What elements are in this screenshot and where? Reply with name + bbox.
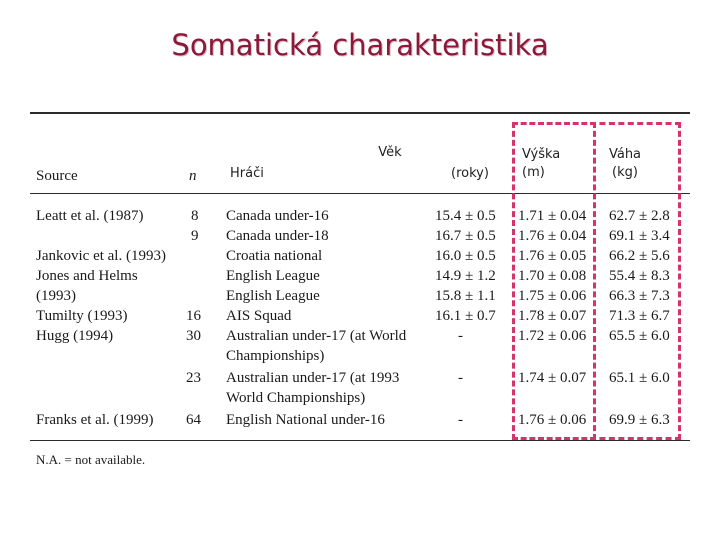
cell-n: 30 [186, 328, 201, 344]
cell-height: 1.76 ± 0.05 [518, 248, 587, 264]
cell-age: - [458, 370, 463, 386]
cell-team: Croatia national [226, 248, 323, 264]
cell-height: 1.72 ± 0.06 [518, 328, 587, 344]
cell-source: (1993) [36, 288, 76, 304]
cell-age: - [458, 412, 463, 428]
cell-team: English League [226, 268, 320, 284]
cell-age: 16.1 ± 0.7 [435, 308, 496, 324]
cell-height: 1.70 ± 0.08 [518, 268, 587, 284]
highlight-mass-column [590, 122, 681, 440]
cell-age: 15.8 ± 1.1 [435, 288, 496, 304]
cell-team: Canada under-18 [226, 228, 329, 244]
cell-mass: 62.7 ± 2.8 [609, 208, 670, 224]
cell-team: English League [226, 288, 320, 304]
cell-age: 16.0 ± 0.5 [435, 248, 496, 264]
cell-mass: 65.1 ± 6.0 [609, 370, 670, 386]
overlay-hraci: Hráči [230, 165, 286, 182]
cell-team: World Championships) [226, 390, 366, 406]
cell-height: 1.71 ± 0.04 [518, 208, 587, 224]
overlay-vaha: Váha [600, 146, 650, 163]
cell-height: 1.74 ± 0.07 [518, 370, 587, 386]
cell-n: 23 [186, 370, 201, 386]
table-footnote: N.A. = not available. [36, 452, 146, 467]
cell-mass: 71.3 ± 6.7 [609, 308, 670, 324]
overlay-roky: (roky) [440, 165, 500, 182]
cell-source: Tumilty (1993) [36, 308, 128, 324]
cell-team: Championships) [226, 348, 325, 364]
cell-team: English National under-16 [226, 412, 385, 428]
cell-age: 14.9 ± 1.2 [435, 268, 496, 284]
overlay-vyska-unit: (m) [522, 164, 572, 181]
cell-height: 1.76 ± 0.04 [518, 228, 587, 244]
cell-height: 1.78 ± 0.07 [518, 308, 587, 324]
cell-mass: 69.9 ± 6.3 [609, 412, 670, 428]
cell-age: 15.4 ± 0.5 [435, 208, 496, 224]
cell-n: 64 [186, 412, 201, 428]
cell-age: 16.7 ± 0.5 [435, 228, 496, 244]
table-top-rule [30, 112, 690, 114]
cell-team: Canada under-16 [226, 208, 329, 224]
highlight-height-column [512, 122, 596, 440]
cell-age: - [458, 328, 463, 344]
cell-n: 8 [191, 208, 199, 224]
cell-mass: 66.3 ± 7.3 [609, 288, 670, 304]
cell-source: Franks et al. (1999) [36, 412, 154, 428]
header-n: n [189, 168, 197, 184]
cell-height: 1.76 ± 0.06 [518, 412, 587, 428]
cell-source: Leatt et al. (1987) [36, 208, 144, 224]
table-bottom-rule [30, 440, 690, 441]
overlay-vaha-unit: (kg) [600, 164, 650, 181]
cell-height: 1.75 ± 0.06 [518, 288, 587, 304]
cell-team: Australian under-17 (at World [226, 328, 407, 344]
cell-team: AIS Squad [226, 308, 292, 324]
cell-source: Jones and Helms [36, 268, 138, 284]
cell-n: 16 [186, 308, 201, 324]
cell-mass: 55.4 ± 8.3 [609, 268, 670, 284]
slide-title: Somatická charakteristika [171, 28, 549, 62]
overlay-vyska: Výška [522, 146, 572, 163]
cell-mass: 69.1 ± 3.4 [609, 228, 670, 244]
cell-mass: 65.5 ± 6.0 [609, 328, 670, 344]
overlay-vek: Věk [370, 144, 410, 161]
cell-source: Hugg (1994) [36, 328, 114, 344]
cell-team: Australian under-17 (at 1993 [226, 370, 400, 386]
cell-source: Jankovic et al. (1993) [36, 248, 166, 264]
cell-mass: 66.2 ± 5.6 [609, 248, 670, 264]
header-source: Source [36, 168, 78, 184]
cell-n: 9 [191, 228, 199, 244]
